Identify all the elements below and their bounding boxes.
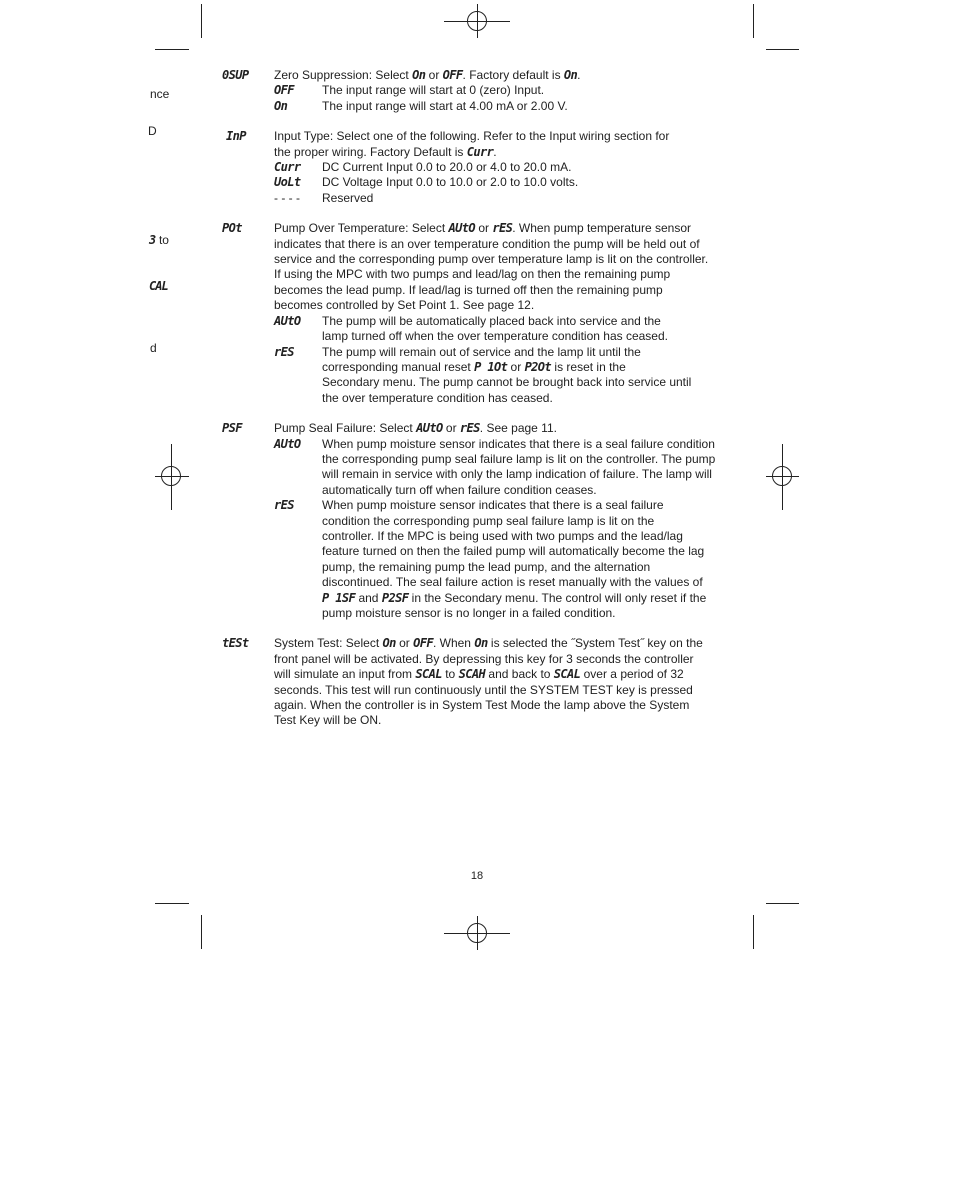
bleed-code: CAL: [149, 279, 168, 293]
option-code: rES: [459, 421, 480, 436]
text-line: the over temperature condition has ceased.: [322, 390, 553, 405]
text-line: [322, 360, 734, 375]
section-description: becomes controlled by Set Point 1. See page 12.: [274, 298, 535, 313]
section-description: indicates that there is an over temperature condition the pump will be held out of: [274, 236, 700, 251]
bleed-text: D: [148, 124, 157, 138]
section-description: [274, 636, 734, 651]
registration-circle: [772, 466, 792, 486]
parameter-code: 0SUP: [222, 68, 249, 82]
section-body: [274, 221, 734, 406]
crop-mark: [201, 915, 202, 949]
text-line: feature turned on then the failed pump will automatically become the lag: [322, 544, 705, 559]
text: .: [577, 68, 581, 82]
text: or: [507, 359, 525, 374]
registration-circle: [161, 466, 181, 486]
text: Pump Over Temperature: Select: [274, 221, 449, 236]
bleed-code: 3: [149, 233, 156, 247]
text: . Factory default is: [462, 68, 564, 82]
section-description: front panel will be activated. By depressing this key for 3 seconds the controller: [274, 651, 694, 666]
section-description: [274, 667, 734, 682]
text: or: [442, 421, 460, 436]
option-code: Curr: [466, 144, 494, 159]
section-description: Input Type: Select one of the following. Refer to the Input wiring section for: [274, 129, 670, 144]
section-system-test: [222, 636, 734, 728]
option-text: [322, 437, 734, 499]
option-row: [274, 99, 734, 114]
text: is selected the ˝System Test˝ key on the: [487, 636, 703, 651]
option-code: OFF: [413, 636, 433, 651]
option-code: AUtO: [274, 436, 301, 451]
crop-mark: [155, 903, 189, 904]
page-content: [222, 68, 734, 729]
option-code: On: [412, 68, 426, 82]
text-line: When pump moisture sensor indicates that there is a seal failure: [322, 498, 664, 513]
section-description: Test Key will be ON.: [274, 713, 382, 728]
option-row: [274, 83, 734, 98]
crop-mark: [753, 915, 754, 949]
text: . When: [432, 636, 475, 651]
bleed-text: d: [150, 341, 157, 355]
text: and back to: [485, 667, 554, 682]
text: and: [355, 590, 382, 605]
option-code: OFF: [442, 68, 463, 82]
option-row: [274, 314, 734, 345]
bleed-text: nce: [150, 87, 170, 101]
section-body: [274, 636, 734, 728]
option-code: - - - -: [274, 190, 300, 205]
option-code: SCAL: [553, 667, 581, 682]
option-code: P2Ot: [524, 359, 552, 374]
parameter-code: POt: [222, 221, 242, 236]
text-line: controller. If the MPC is being used with two pumps and the lead/lag: [322, 528, 683, 543]
text: to: [441, 667, 459, 682]
text: Pump Seal Failure: Select: [274, 421, 417, 436]
text-line: The pump will be automatically placed back into service and the: [322, 313, 661, 328]
option-text: The input range will start at 4.00 mA or 2.00 V.: [322, 98, 568, 113]
bleed-text: [149, 233, 169, 247]
option-code: On: [474, 636, 488, 651]
option-row: [274, 160, 734, 175]
section-body: [274, 68, 734, 114]
option-code: rES: [274, 498, 294, 513]
option-row: [274, 437, 734, 499]
section-description: service and the corresponding pump over temperature lamp is lit on the controller.: [274, 252, 709, 267]
option-code: UoLt: [274, 175, 301, 190]
section-description: [274, 145, 734, 160]
text: or: [425, 68, 443, 82]
text: .: [493, 144, 497, 159]
section-description: becomes the lead pump. If lead/lag is turned off then the remaining pump: [274, 282, 663, 297]
option-code: SCAL: [415, 667, 442, 682]
text: the proper wiring. Factory Default is: [274, 144, 467, 159]
crop-mark: [155, 49, 189, 50]
option-code: On: [563, 68, 578, 82]
option-text: The input range will start at 0 (zero) Input.: [322, 83, 545, 98]
text-line: the corresponding pump seal failure lamp is lit on the controller. The pump: [322, 451, 716, 466]
option-row: [274, 191, 734, 206]
text: . See page 11.: [479, 421, 557, 436]
crop-mark: [766, 903, 799, 904]
option-code: AUtO: [416, 421, 443, 436]
section-body: [274, 421, 734, 621]
option-code: On: [274, 98, 288, 113]
crop-mark: [766, 49, 799, 50]
option-code: P 1SF: [322, 590, 356, 605]
section-description: [274, 68, 734, 83]
section-description: If using the MPC with two pumps and lead/lag on then the remaining pump: [274, 267, 671, 282]
text: in the Secondary menu. The control will only reset if the: [408, 590, 707, 605]
text: System Test: Select: [274, 636, 383, 651]
page-number: 18: [470, 870, 484, 882]
text-line: The pump will remain out of service and the lamp lit until the: [322, 344, 641, 359]
option-text: [322, 314, 734, 345]
text-line: condition the corresponding pump seal failure lamp is lit on the: [322, 513, 655, 528]
text: will simulate an input from: [274, 667, 416, 682]
option-code: On: [382, 636, 396, 651]
option-text: Reserved: [322, 190, 374, 205]
option-text: [322, 345, 734, 407]
option-code: P2SF: [381, 590, 409, 605]
parameter-code: PSF: [222, 421, 242, 436]
option-code: rES: [492, 221, 513, 236]
option-code: SCAH: [458, 667, 486, 682]
crop-mark: [753, 4, 754, 38]
text-line: lamp turned off when the over temperature condition has ceased.: [322, 329, 668, 344]
section-body: [274, 129, 734, 206]
option-row: [274, 345, 734, 407]
text-line: When pump moisture sensor indicates that there is a seal failure condition: [322, 436, 715, 451]
section-description: seconds. This test will run continuously until the SYSTEM TEST key is pressed: [274, 682, 693, 697]
registration-circle: [467, 923, 487, 943]
bleed-word: to: [158, 233, 169, 247]
option-code: Curr: [274, 160, 301, 175]
option-code: AUtO: [274, 313, 301, 328]
text: over a period of 32: [580, 667, 684, 682]
text-line: pump moisture sensor is no longer in a failed condition.: [322, 606, 616, 620]
option-text: [322, 498, 734, 621]
section-pump-seal-failure: [222, 421, 734, 621]
text-line: Secondary menu. The pump cannot be brought back into service until: [322, 375, 692, 390]
text: is reset in the: [551, 359, 626, 374]
option-row: [274, 175, 734, 190]
text: Zero Suppression: Select: [274, 68, 413, 82]
crop-mark: [201, 4, 202, 38]
text: or: [475, 221, 493, 236]
section-description: [274, 421, 734, 436]
option-text: DC Current Input 0.0 to 20.0 or 4.0 to 20.0 mA.: [322, 160, 572, 175]
text: or: [395, 636, 414, 651]
registration-circle: [467, 11, 487, 31]
text-line: automatically turn off when failure condition ceases.: [322, 482, 597, 497]
option-code: P 1Ot: [474, 359, 508, 374]
text: . When pump temperature sensor: [512, 221, 692, 236]
parameter-code: InP: [226, 129, 246, 144]
text: corresponding manual reset: [322, 359, 475, 374]
text-line: will remain in service with only the lamp indication of failure. The lamp will: [322, 467, 712, 482]
text-line: pump, the remaining pump the lead pump, and the alternation: [322, 559, 651, 574]
parameter-code: tESt: [222, 636, 249, 651]
section-pump-over-temperature: [222, 221, 734, 406]
option-code: AUtO: [448, 221, 476, 236]
option-code: OFF: [274, 83, 294, 98]
text-line: [322, 591, 734, 606]
option-text: DC Voltage Input 0.0 to 10.0 or 2.0 to 10.0 volts.: [322, 175, 579, 190]
section-description: [274, 221, 734, 236]
option-row: [274, 498, 734, 621]
text-line: discontinued. The seal failure action is reset manually with the values of: [322, 575, 703, 590]
section-description: again. When the controller is in System Test Mode the lamp above the System: [274, 698, 690, 713]
section-input-type: [222, 129, 734, 206]
section-zero-suppression: [222, 68, 734, 114]
option-code: rES: [274, 344, 294, 359]
